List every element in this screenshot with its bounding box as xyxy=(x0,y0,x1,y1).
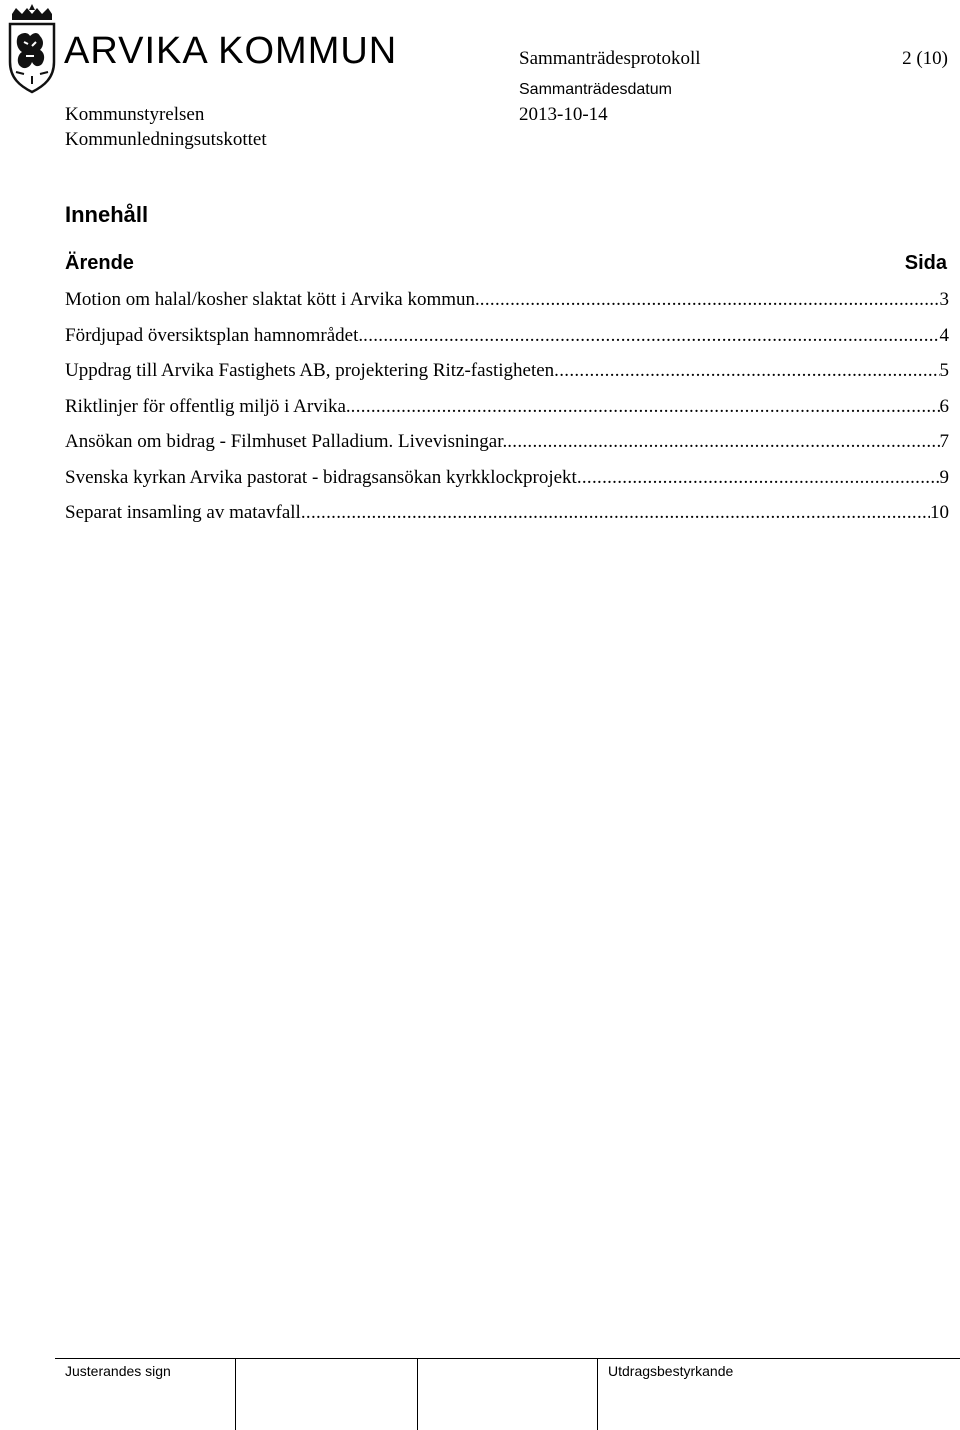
signature-box xyxy=(417,1359,597,1430)
toc-entry-title: Svenska kyrkan Arvika pastorat - bidragsansökan kyrkklockprojekt xyxy=(65,466,577,488)
toc-entry-page: 3 xyxy=(939,289,949,310)
toc-entry-title: Motion om halal/kosher slaktat kött i Arvika kommun. xyxy=(65,289,480,310)
toc-entry[interactable] xyxy=(65,394,949,430)
document-header xyxy=(0,0,960,160)
utdragsbestyrkande-label: Utdragsbestyrkande xyxy=(608,1363,734,1379)
municipality-logotype: ARVIKA KOMMUN xyxy=(64,30,398,72)
toc-entry[interactable] xyxy=(65,465,949,501)
coat-of-arms-icon xyxy=(4,2,60,94)
toc-leader-dots xyxy=(577,465,940,491)
toc-entry-title: Riktlinjer för offentlig miljö i Arvika. xyxy=(65,395,351,417)
toc-entry-title: Separat insamling av matavfall xyxy=(65,502,301,523)
committee-name: Kommunledningsutskottet xyxy=(65,129,267,150)
page-number: 2 (10) xyxy=(902,48,948,69)
toc-column-headers xyxy=(65,252,947,280)
toc-header-page: Sida xyxy=(904,252,947,274)
toc-entry-title: Uppdrag till Arvika Fastighets AB, projektering Ritz-fastigheten xyxy=(65,360,555,381)
toc-entry[interactable] xyxy=(65,323,949,359)
toc-leader-dots xyxy=(363,323,939,349)
meeting-date: 2013-10-14 xyxy=(519,104,608,125)
toc-list xyxy=(65,287,949,536)
toc-entry[interactable] xyxy=(65,287,949,323)
signature-box xyxy=(235,1359,417,1430)
toc-entry-page: 9 xyxy=(939,466,949,488)
toc-title: Innehåll xyxy=(65,202,149,227)
signature-box-justerande xyxy=(55,1359,235,1430)
toc-entry[interactable] xyxy=(65,358,949,394)
toc-entry-page: 5 xyxy=(939,360,949,381)
toc-entry[interactable] xyxy=(65,500,949,536)
meeting-date-label: Sammanträdesdatum xyxy=(519,81,672,98)
toc-leader-dots xyxy=(554,358,939,384)
justerandes-sign-label: Justerandes sign xyxy=(65,1363,171,1379)
toc-entry-page: 7 xyxy=(939,431,949,452)
toc-entry[interactable] xyxy=(65,429,949,465)
toc-leader-dots xyxy=(480,287,940,313)
toc-entry-page: 4 xyxy=(939,324,949,346)
toc-header-item: Ärende xyxy=(65,252,134,274)
toc-entry-title: Ansökan om bidrag - Filmhuset Palladium. Livevisningar. xyxy=(65,431,508,452)
signature-box-utdrag xyxy=(597,1359,960,1430)
toc-entry-page: 10 xyxy=(930,502,949,523)
signature-footer xyxy=(55,1358,960,1430)
document-type: Sammanträdesprotokoll xyxy=(519,48,701,69)
toc-leader-dots xyxy=(301,500,930,526)
toc-leader-dots xyxy=(351,394,940,420)
toc-entry-title: Fördjupad översiktsplan hamnområdet. xyxy=(65,324,364,346)
toc-entry-page: 6 xyxy=(939,395,949,417)
organization-name: Kommunstyrelsen xyxy=(65,104,205,125)
toc-leader-dots xyxy=(507,429,939,455)
